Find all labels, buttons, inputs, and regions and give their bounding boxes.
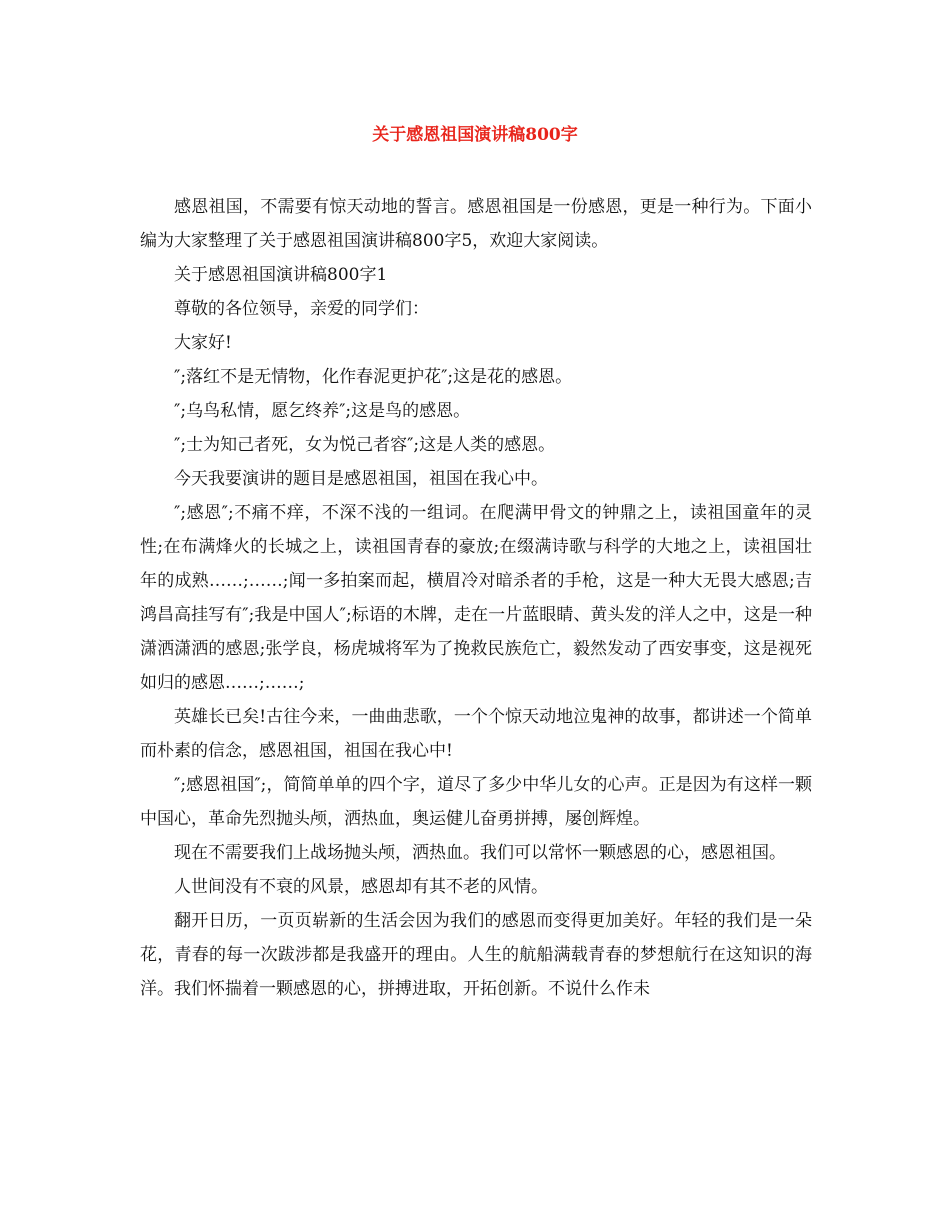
paragraph-present: 现在不需要我们上战场抛头颅，洒热血。我们可以常怀一颗感恩的心，感恩祖国。 — [174, 843, 786, 863]
document-title: 关于感恩祖国演讲稿800字 — [372, 125, 578, 145]
paragraph-intro: 感恩祖国，不需要有惊天动地的誓言。感恩祖国是一份感恩，更是一种行为。下面小编为大家整理了关于感恩祖国演讲稿800字5，欢迎大家阅读。 — [140, 197, 812, 251]
paragraph-topic: 今天我要演讲的题目是感恩祖国，祖国在我心中。 — [174, 469, 548, 489]
paragraph-subtitle: 关于感恩祖国演讲稿800字1 — [174, 265, 388, 285]
paragraph-scenery: 人世间没有不衰的风景，感恩却有其不老的风情。 — [174, 877, 548, 897]
paragraph-bird-quote: ″;乌鸟私情，愿乞终养″;这是鸟的感恩。 — [174, 401, 471, 421]
document-body — [140, 190, 812, 1006]
paragraph-salutation: 尊敬的各位领导，亲爱的同学们： — [174, 299, 429, 319]
paragraph-calendar: 翻开日历，一页页崭新的生活会因为我们的感恩而变得更加美好。年轻的我们是一朵花，青春的每一次跋涉都是我盛开的理由。人生的航船满载青春的梦想航行在这知识的海洋。我们怀揣着一颗感恩的心，拼搏进取，开拓创新。不说什么作未 — [140, 911, 812, 999]
paragraph-heroes: 英雄长已矣!古往今来，一曲曲悲歌，一个个惊天动地泣鬼神的故事，都讲述一个简单而朴素的信念，感恩祖国，祖国在我心中! — [140, 707, 812, 761]
paragraph-flower-quote: ″;落红不是无情物，化作春泥更护花″;这是花的感恩。 — [174, 367, 573, 387]
paragraph-gratitude-history: ″;感恩″;不痛不痒，不深不浅的一组词。在爬满甲骨文的钟鼎之上，读祖国童年的灵性;在布满烽火的长城之上，读祖国青春的豪放;在缀满诗歌与科学的大地之上，读祖国壮年的成熟……;……;闻一多拍案而起，横眉冷对暗杀者的手枪，这是一种大无畏大感恩;吉鸿昌高挂写有″;我是中国人″;标语的木牌，走在一片蓝眼睛、黄头发的洋人之中，这是一种潇洒潇洒的感恩;张学良，杨虎城将军为了挽救民族危亡，毅然发动了西安事变，这是视死如归的感恩……;……; — [140, 503, 812, 693]
paragraph-greeting: 大家好! — [174, 333, 232, 353]
paragraph-four-words: ″;感恩祖国″;，简简单单的四个字，道尽了多少中华儿女的心声。正是因为有这样一颗中国心，革命先烈抛头颅，洒热血，奥运健儿奋勇拼搏，屡创辉煌。 — [140, 775, 812, 829]
paragraph-human-quote: ″;士为知己者死，女为悦己者容″;这是人类的感恩。 — [174, 435, 556, 455]
